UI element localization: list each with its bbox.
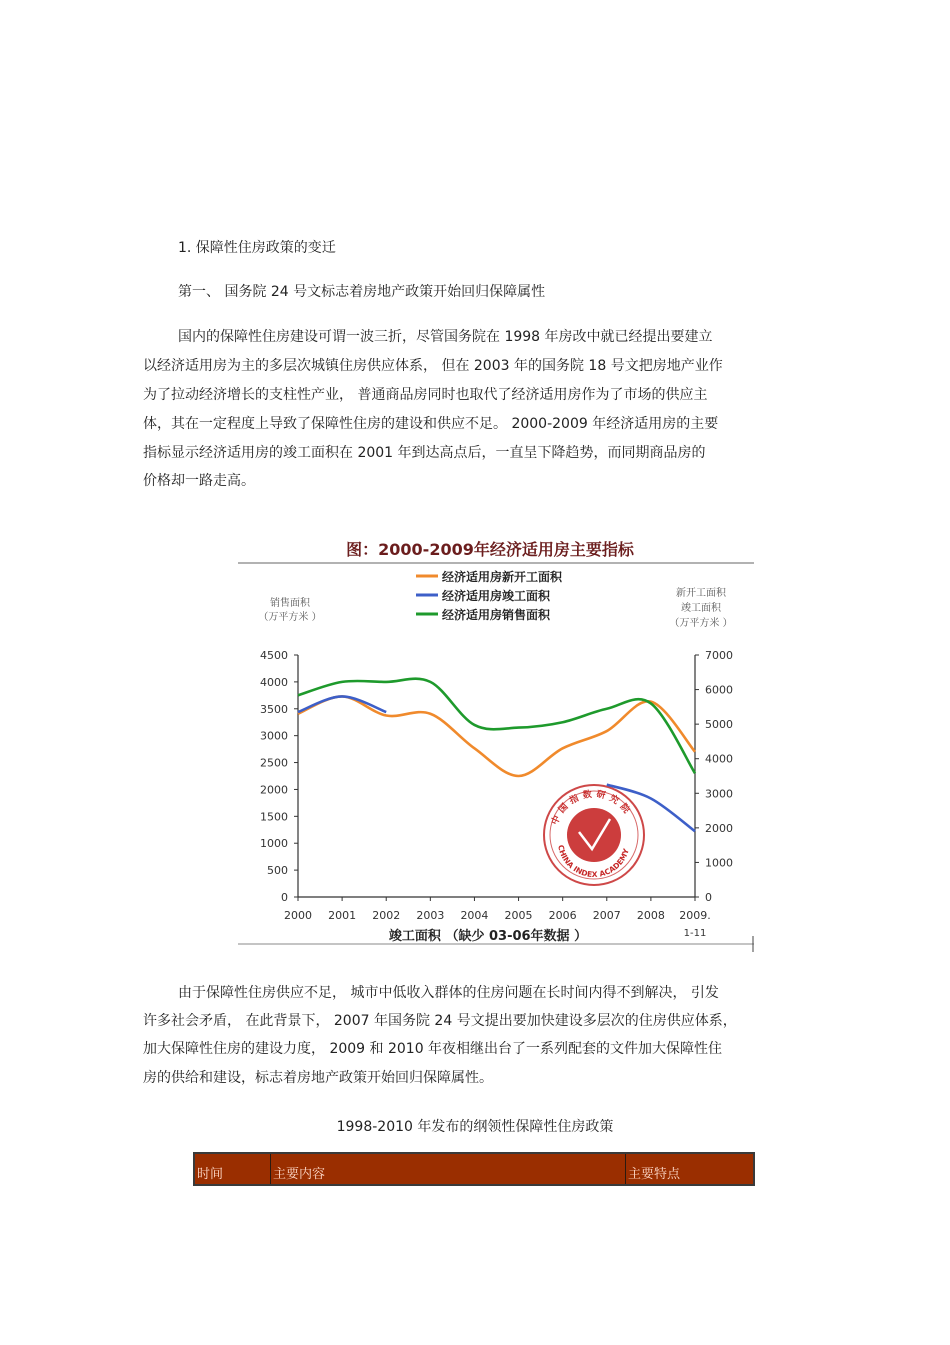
- left-axis-unit-label: 销售面积: [270, 598, 310, 609]
- paragraph2-line: 由于保障性住房供应不足， 城市中低收入群体的住房问题在长时间内得不到解决， 引发: [178, 985, 719, 1001]
- left-tick-label: 4500: [260, 649, 288, 662]
- seal-cn-textpath: 中国指数研究院: [550, 789, 634, 827]
- header-features: 主要特点: [628, 1167, 681, 1182]
- left-tick-label: 2500: [260, 756, 288, 770]
- paragraph1-line: 指标显示经济适用房的竣工面积在 2001 年到达高点后，一直呈下降趋势，而同期商品房的: [143, 445, 706, 461]
- paragraph2-line: 房的供给和建设，标志着房地产政策开始回归保障属性。: [143, 1070, 493, 1086]
- right-tick-label: 0: [705, 891, 712, 904]
- section-heading: 1. 保障性住房政策的变迁: [178, 240, 336, 256]
- right-tick-label: 5000: [705, 718, 733, 732]
- paragraph1-line: 价格却一路走高。: [143, 473, 255, 489]
- legend-label: 经济适用房新开工面积: [442, 570, 563, 584]
- left-tick-label: 3500: [260, 702, 288, 716]
- left-tick-label: 1500: [260, 810, 288, 824]
- section-subheading: 第一、 国务院 24 号文标志着房地产政策开始回归保障属性: [178, 284, 546, 300]
- left-tick-label: 3000: [260, 729, 288, 743]
- legend-label: 经济适用房销售面积: [442, 608, 551, 622]
- chart-axes: [260, 649, 733, 939]
- x-tick-label: 2000: [284, 909, 312, 922]
- chart-legend: [416, 569, 563, 622]
- right-axis-unit-label: 竣工面积: [681, 603, 721, 614]
- paragraph1-line: 以经济适用房为主的多层次城镇住房供应体系， 但在 2003 年的国务院 18 号文把房地产业作: [143, 358, 723, 374]
- right-tick-label: 1000: [705, 856, 733, 870]
- right-tick-label: 7000: [705, 649, 733, 662]
- paragraph1-line: 体，其在一定程度上导致了保障性住房的建设和供应不足。 2000-2009 年经济适用房的主要: [143, 416, 719, 432]
- series-line: [298, 679, 695, 774]
- paragraph1-line: 国内的保障性住房建设可谓一波三折，尽管国务院在 1998 年房改中就已经提出要建立: [178, 329, 713, 345]
- paragraph2-line: 许多社会矛盾， 在此背景下， 2007 年国务院 24 号文提出要加快建设多层次的住房供应体系，: [143, 1013, 737, 1029]
- left-tick-label: 2000: [260, 783, 288, 797]
- left-tick-label: 0: [281, 891, 288, 904]
- x-tick-label: 2003: [416, 909, 445, 922]
- paragraph2-line: 加大保障性住房的建设力度， 2009 和 2010 年夜相继出台了一系列配套的文件加大保障性住: [143, 1041, 723, 1057]
- header-time: 时间: [197, 1167, 224, 1182]
- table-caption: 1998-2010 年发布的纲领性保障性住房政策: [336, 1119, 614, 1135]
- housing-indicators-chart: [236, 530, 756, 955]
- header-content: 主要内容: [273, 1167, 326, 1182]
- x-tick-label: 2002: [372, 909, 401, 922]
- x-tick-label: 2006: [548, 909, 577, 922]
- right-tick-label: 3000: [705, 787, 733, 801]
- left-axis-unit-label: （万平方米 ）: [258, 612, 322, 623]
- legend-label: 经济适用房竣工面积: [442, 589, 551, 603]
- right-axis-unit-label: 新开工面积: [676, 588, 726, 599]
- x-tick-label: 2008: [636, 909, 665, 922]
- x-tick-label: 2004: [460, 909, 489, 922]
- chart-title: 图：2000-2009年经济适用房主要指标: [346, 540, 634, 559]
- watermark-seal: [544, 785, 644, 885]
- right-tick-label: 6000: [705, 683, 733, 697]
- x-tick-label-extra: 1-11: [683, 928, 707, 939]
- x-tick-label: 2005: [504, 909, 533, 922]
- x-tick-label: 2001: [328, 909, 357, 922]
- x-axis-label: 竣工面积 （缺少 03-06年数据 ）: [388, 929, 588, 944]
- policy-table-header: [193, 1152, 755, 1186]
- x-tick-label: 2009.: [679, 909, 711, 922]
- series-line: [298, 696, 695, 776]
- right-tick-label: 2000: [705, 821, 733, 835]
- seal-center-disc: [567, 808, 621, 862]
- right-axis-unit-label: （万平方米 ）: [669, 618, 733, 629]
- left-tick-label: 4000: [260, 675, 288, 689]
- seal-en-textpath: CHINA INDEX ACADEMY: [556, 844, 631, 880]
- left-tick-label: 500: [267, 864, 288, 878]
- left-tick-label: 1000: [260, 837, 288, 851]
- paragraph1-line: 为了拉动经济增长的支柱性产业， 普通商品房同时也取代了经济适用房作为了市场的供应主: [143, 387, 708, 403]
- x-tick-label: 2007: [592, 909, 621, 922]
- right-tick-label: 4000: [705, 752, 733, 766]
